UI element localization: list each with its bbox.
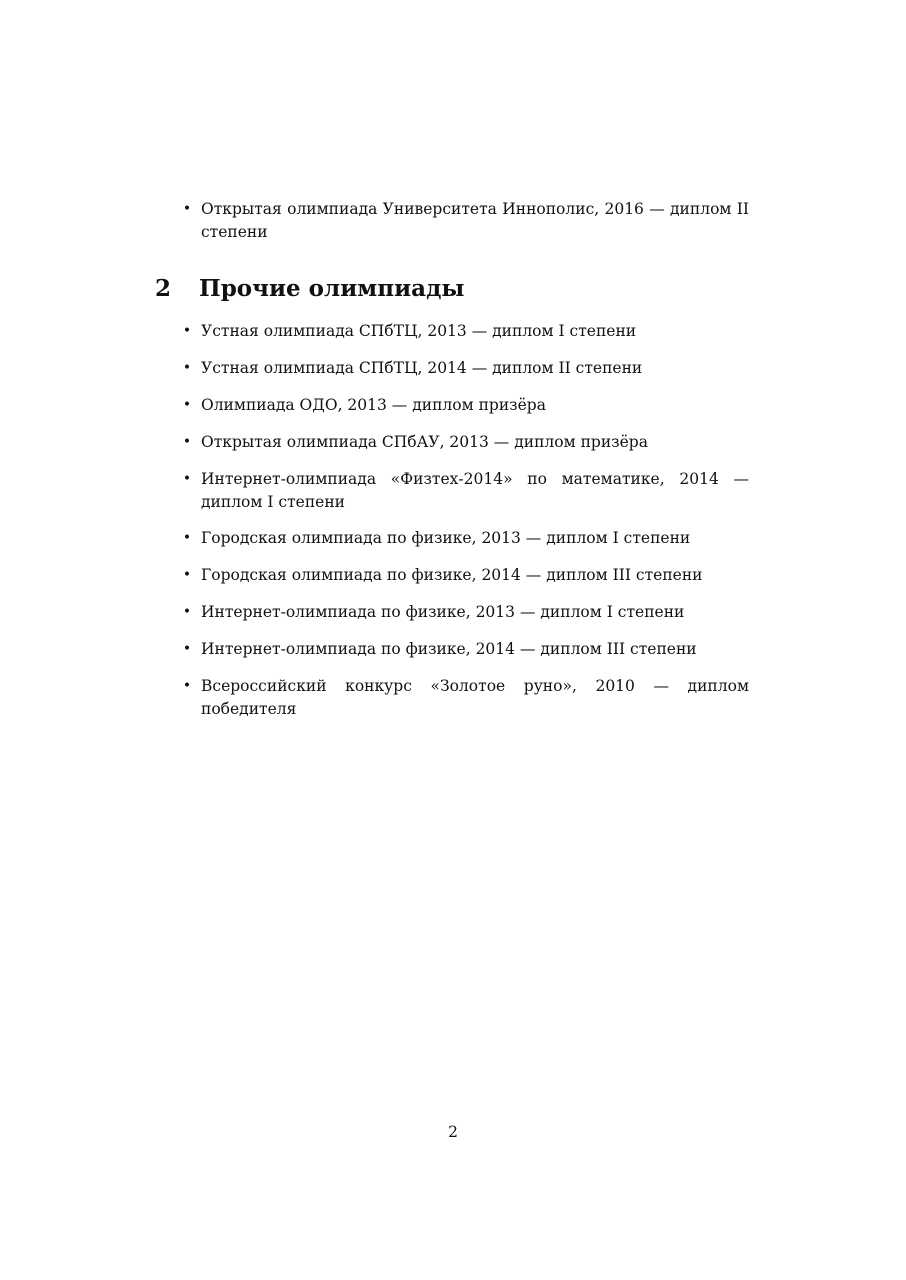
list-bullet: • — [182, 678, 192, 694]
list-item: Интернет-олимпиада по физике, 2014 — диплом III степени — [201, 640, 697, 658]
page-number: 2 — [448, 1123, 458, 1141]
list-item: Устная олимпиада СПбТЦ, 2013 — диплом I степени — [201, 322, 637, 340]
list-bullet: • — [182, 567, 192, 583]
list-bullet: • — [182, 360, 192, 376]
list-bullet: • — [182, 434, 192, 450]
list-bullet: • — [182, 641, 192, 657]
list-item: Устная олимпиада СПбТЦ, 2014 — диплом II степени — [201, 359, 643, 377]
list-item: Городская олимпиада по физике, 2014 — диплом III степени — [201, 566, 703, 584]
list-item: Открытая олимпиада Университета Иннополис, 2016 — диплом II степени — [201, 200, 749, 241]
list-item: Интернет-олимпиада по физике, 2013 — диплом I степени — [201, 603, 685, 621]
list-item: Открытая олимпиада СПбАУ, 2013 — диплом призёра — [201, 433, 648, 451]
section-number: 2 — [155, 275, 172, 302]
list-bullet: • — [182, 530, 192, 546]
list-bullet: • — [182, 604, 192, 620]
list-item: Олимпиада ОДО, 2013 — диплом призёра — [201, 396, 546, 414]
list-bullet: • — [182, 471, 192, 487]
list-bullet: • — [182, 397, 192, 413]
list-item: Городская олимпиада по физике, 2013 — диплом I степени — [201, 529, 691, 547]
list-bullet: • — [182, 201, 192, 217]
section-title: Прочие олимпиады — [199, 275, 465, 302]
list-item: Всероссийский конкурс «Золотое руно», 2010 — диплом победителя — [201, 677, 749, 718]
list-item: Интернет-олимпиада «Физтех-2014» по математике, 2014 — диплом I степени — [201, 470, 749, 511]
list-bullet: • — [182, 323, 192, 339]
